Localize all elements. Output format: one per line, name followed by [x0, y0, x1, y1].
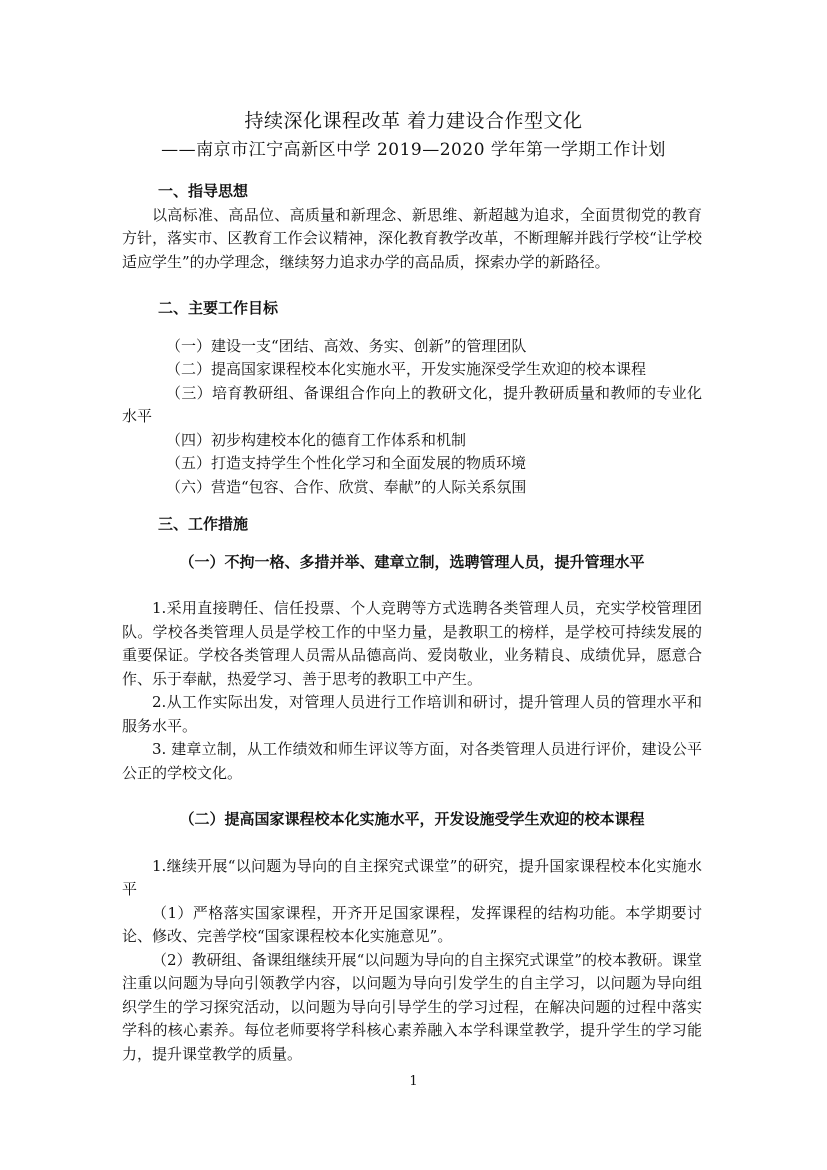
measure-item: （1）严格落实国家课程，开齐开足国家课程，发挥课程的结构功能。本学期要讨论、修改、完善学校“国家课程校本化实施意见”。 [122, 903, 702, 945]
section-heading-1: 一、指导思想 [158, 182, 249, 200]
goal-item: （二）提高国家课程校本化实施水平，开发实施深受学生欢迎的校本课程 [166, 360, 647, 378]
page-number: 1 [409, 1074, 418, 1089]
goal-item: （三）培育教研组、备课组合作向上的教研文化，提升教研质量和教师的专业化水平 [122, 383, 702, 425]
measure-item: （2）教研组、备课组继续开展“以问题为导向的自主探究式课堂”的校本教研。课堂注重以问题为导向引领教学内容，以问题为导向引发学生的自主学习，以问题为导向组织学生的学习探究活动，以问题为导向引导学生的学习过程，在解决问题的过程中落实学科的核心素养。每位老师要将学科核心素养融入本学科课堂教学，提升学生的学习能力，提升课堂教学的质量。 [122, 950, 702, 1063]
document-body [122, 180, 702, 1066]
measure-heading-1: （一）不拘一格、多措并举、建章立制，选聘管理人员，提升管理水平 [179, 552, 645, 571]
measure-item: 1.采用直接聘任、信任投票、个人竞聘等方式选聘各类管理人员，充实学校管理团队。学校各类管理人员是学校工作的中坚力量，是教职工的榜样，是学校可持续发展的重要保证。学校各类管理人员需从品德高尚、爱岗敬业，业务精良、成绩优异，愿意合作、乐于奉献，热爱学习、善于思考的教职工中产生。 [122, 599, 702, 688]
document-title: 持续深化课程改革 着力建设合作型文化 [244, 110, 583, 132]
section-heading-3: 三、工作措施 [158, 515, 249, 533]
section-heading-2: 二、主要工作目标 [158, 299, 279, 317]
document-subtitle: ——南京市江宁高新区中学 2019—2020 学年第一学期工作计划 [161, 140, 666, 160]
goal-item: （一）建设一支“团结、高效、务实、创新”的管理团队 [166, 336, 527, 355]
goal-item: （五）打造支持学生个性化学习和全面发展的物质环境 [166, 454, 527, 472]
goal-item: （四）初步构建校本化的德育工作体系和机制 [166, 430, 467, 449]
measure-item: 2.从工作实际出发，对管理人员进行工作培训和研讨，提升管理人员的管理水平和服务水平。 [122, 693, 702, 735]
measure-item: 1.继续开展“以问题为导向的自主探究式课堂”的研究，提升国家课程校本化实施水平 [122, 856, 702, 898]
goal-item: （六）营造“包容、合作、欣赏、奉献”的人际关系氛围 [166, 477, 527, 496]
measure-item: 3. 建章立制，从工作绩效和师生评议等方面，对各类管理人员进行评价，建设公平公正的学校文化。 [122, 740, 702, 782]
measure-heading-2: （二）提高国家课程校本化实施水平，开发设施受学生欢迎的校本课程 [179, 810, 645, 828]
section-paragraph: 以高标准、高品位、高质量和新理念、新思维、新超越为追求，全面贯彻党的教育方针，落实市、区教育工作会议精神，深化教育教学改革，不断理解并践行学校“让学校适应学生”的办学理念，继续努力追求办学的高品质，探索办学的新路径。 [122, 205, 702, 271]
